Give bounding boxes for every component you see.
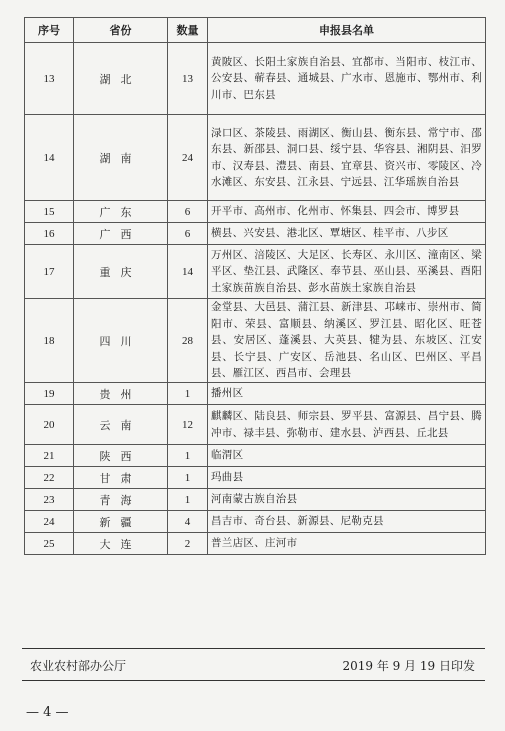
row-no: 17	[25, 245, 74, 299]
row-qty: 6	[168, 223, 208, 245]
row-no: 19	[25, 383, 74, 405]
table-row	[25, 467, 486, 489]
table-row	[25, 115, 486, 201]
table-row	[25, 201, 486, 223]
row-names: 开平市、高州市、化州市、怀集县、四会市、博罗县	[208, 201, 486, 223]
row-no: 14	[25, 115, 74, 201]
table-row	[25, 299, 486, 383]
row-qty: 14	[168, 245, 208, 299]
row-names: 河南蒙古族自治县	[208, 489, 486, 511]
row-names: 昌吉市、奇台县、新源县、尼勒克县	[208, 511, 486, 533]
header-names: 申报县名单	[208, 18, 486, 43]
row-province: 广西	[74, 223, 168, 245]
row-province: 贵州	[74, 383, 168, 405]
row-qty: 1	[168, 445, 208, 467]
row-no: 25	[25, 533, 74, 555]
row-qty: 1	[168, 467, 208, 489]
row-qty: 28	[168, 299, 208, 383]
row-province: 四川	[74, 299, 168, 383]
row-province: 新疆	[74, 511, 168, 533]
row-province: 广东	[74, 201, 168, 223]
table-row	[25, 223, 486, 245]
row-names: 普兰店区、庄河市	[208, 533, 486, 555]
row-no: 16	[25, 223, 74, 245]
row-no: 21	[25, 445, 74, 467]
table-row	[25, 489, 486, 511]
row-names: 玛曲县	[208, 467, 486, 489]
table-row	[25, 383, 486, 405]
county-list-table	[24, 17, 486, 555]
issue-date: 2019 年 9 月 19 日印发	[342, 659, 475, 673]
table-row	[25, 511, 486, 533]
footer-bottom-rule	[22, 680, 485, 681]
row-names: 播州区	[208, 383, 486, 405]
row-no: 15	[25, 201, 74, 223]
row-province: 湖北	[74, 43, 168, 115]
row-no: 18	[25, 299, 74, 383]
footer-top-rule	[22, 648, 485, 649]
row-qty: 13	[168, 43, 208, 115]
row-province: 云南	[74, 405, 168, 445]
row-names: 临渭区	[208, 445, 486, 467]
row-qty: 4	[168, 511, 208, 533]
table-row	[25, 445, 486, 467]
page-number: — 4 —	[26, 705, 69, 720]
header-province: 省份	[74, 18, 168, 43]
table-row	[25, 43, 486, 115]
row-qty: 24	[168, 115, 208, 201]
header-no: 序号	[25, 18, 74, 43]
issuer-label: 农业农村部办公厅	[30, 659, 127, 673]
row-qty: 1	[168, 489, 208, 511]
row-names: 麒麟区、陆良县、师宗县、罗平县、富源县、昌宁县、腾冲市、禄丰县、弥勒市、建水县、泸西县、丘北县	[208, 405, 486, 445]
row-no: 23	[25, 489, 74, 511]
row-province: 湖南	[74, 115, 168, 201]
row-names: 万州区、涪陵区、大足区、长寿区、永川区、潼南区、梁平区、垫江县、武隆区、奉节县、巫山县、巫溪县、酉阳土家族苗族自治县、彭水苗族土家族自治县	[208, 245, 486, 299]
row-names: 金堂县、大邑县、蒲江县、新津县、邛崃市、崇州市、简阳市、荣县、富顺县、纳溪区、罗江县、昭化区、旺苍县、安居区、蓬溪县、大英县、犍为县、东坡区、江安县、长宁县、广安区、岳池县、名山区、巴州区、平昌县、雁江区、西昌市、会理县	[208, 299, 486, 383]
row-qty: 12	[168, 405, 208, 445]
row-no: 20	[25, 405, 74, 445]
row-no: 13	[25, 43, 74, 115]
row-qty: 1	[168, 383, 208, 405]
table-row	[25, 245, 486, 299]
table-header-row	[25, 18, 486, 43]
row-province: 甘肃	[74, 467, 168, 489]
row-province: 大连	[74, 533, 168, 555]
row-no: 22	[25, 467, 74, 489]
row-no: 24	[25, 511, 74, 533]
table-row	[25, 533, 486, 555]
row-qty: 6	[168, 201, 208, 223]
row-province: 重庆	[74, 245, 168, 299]
row-names: 黄陂区、长阳土家族自治县、宜都市、当阳市、枝江市、公安县、蕲春县、通城县、广水市、恩施市、鄂州市、利川市、巴东县	[208, 43, 486, 115]
row-province: 青海	[74, 489, 168, 511]
header-qty: 数量	[168, 18, 208, 43]
row-province: 陕西	[74, 445, 168, 467]
row-qty: 2	[168, 533, 208, 555]
row-names: 渌口区、茶陵县、雨湖区、衡山县、衡东县、常宁市、邵东县、新邵县、洞口县、绥宁县、华容县、湘阴县、汨罗市、汉寿县、澧县、南县、宜章县、资兴市、零陵区、冷水滩区、东安县、江永县、宁远县、江华瑶族自治县	[208, 115, 486, 201]
table-row	[25, 405, 486, 445]
row-names: 横县、兴安县、港北区、覃塘区、桂平市、八步区	[208, 223, 486, 245]
